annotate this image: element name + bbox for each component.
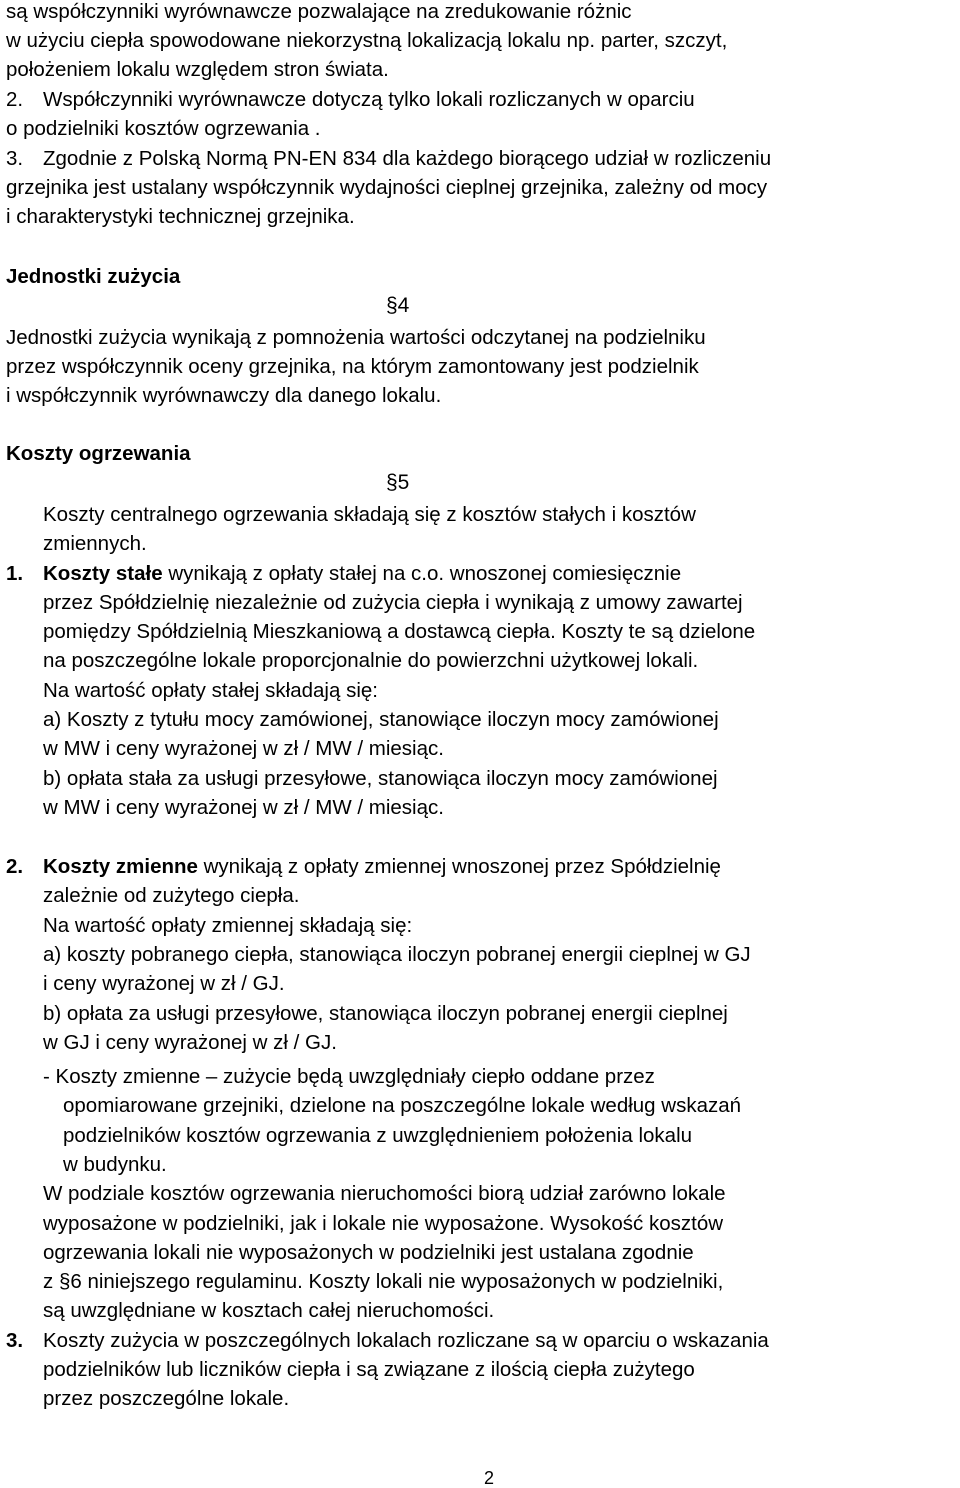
text-line: na poszczególne lokale proporcjonalnie do powierzchni użytkowej lokali. [43,649,699,672]
text-line: w budynku. [63,1153,167,1176]
text-line: podzielników lub liczników ciepła i są związane z ilością ciepła zużytego [43,1358,695,1381]
section-heading: Koszty ogrzewania [6,442,191,465]
text-line: pomiędzy Spółdzielnią Mieszkaniową a dostawcą ciepła. Koszty te są dzielone [43,620,756,643]
text-line [43,855,721,879]
text-line: w MW i ceny wyrażonej w zł / MW / miesiąc. [43,737,444,760]
text-line: położeniem lokalu względem stron świata. [6,58,389,81]
text-line: w użyciu ciepła spowodowane niekorzystną lokalizacją lokalu np. parter, szczyt, [6,29,728,52]
term-bold: Koszty zmienne [43,855,198,878]
text-line: - Koszty zmienne – zużycie będą uwzględniały ciepło oddane przez [43,1065,655,1088]
text-line: opomiarowane grzejniki, dzielone na poszczególne lokale według wskazań [63,1094,742,1117]
text-line: i współczynnik wyrównawczy dla danego lokalu. [6,384,442,407]
text-run: wynikają z opłaty zmiennej wnoszonej przez Spółdzielnię [203,855,721,878]
text-line: b) opłata za usługi przesyłowe, stanowiąca iloczyn pobranej energii cieplnej [43,1002,728,1025]
text-line: Współczynniki wyrównawcze dotyczą tylko lokali rozliczanych w oparciu [43,88,695,111]
text-line: o podzielniki kosztów ogrzewania . [6,117,321,140]
text-line: Jednostki zużycia wynikają z pomnożenia wartości odczytanej na podzielniku [6,326,706,349]
text-line: podzielników kosztów ogrzewania z uwzględnieniem położenia lokalu [63,1124,693,1147]
text-line: Na wartość opłaty stałej składają się: [43,679,378,702]
list-number: 2. [6,88,24,111]
text-run: wynikają z opłaty stałej na c.o. wnoszonej comiesięcznie [168,562,682,585]
text-line: przez poszczególne lokale. [43,1387,290,1410]
text-line: W podziale kosztów ogrzewania nieruchomości biorą udział zarówno lokale [43,1182,726,1205]
text-line: w MW i ceny wyrażonej w zł / MW / miesiąc. [43,796,444,819]
text-line: i charakterystyki technicznej grzejnika. [6,205,355,228]
text-line: przez współczynnik oceny grzejnika, na którym zamontowany jest podzielnik [6,355,699,378]
list-number: 2. [6,855,24,878]
text-line: Koszty zużycia w poszczególnych lokalach rozliczane są w oparciu o wskazania [43,1329,769,1352]
text-line: b) opłata stała za usługi przesyłowe, stanowiąca iloczyn mocy zamówionej [43,767,718,790]
list-number: 1. [6,562,24,585]
text-line: wyposażone w podzielniki, jak i lokale nie wyposażone. Wysokość kosztów [43,1212,724,1235]
text-line [43,562,681,586]
text-line: Koszty centralnego ogrzewania składają się z kosztów stałych i kosztów [43,503,696,526]
list-number: 3. [6,1329,24,1352]
text-line: ogrzewania lokali nie wyposażonych w podzielniki jest ustalana zgodnie [43,1241,694,1264]
page-number: 2 [484,1468,495,1488]
list-number: 3. [6,147,24,170]
text-line: z §6 niniejszego regulaminu. Koszty lokali nie wyposażonych w podzielniki, [43,1270,724,1293]
text-line: są uwzględniane w kosztach całej nieruchomości. [43,1299,495,1322]
text-line: a) Koszty z tytułu mocy zamówionej, stanowiące iloczyn mocy zamówionej [43,708,719,731]
text-line: zależnie od zużytego ciepła. [43,884,300,907]
text-line: przez Spółdzielnię niezależnie od zużycia ciepła i wynikają z umowy zawartej [43,591,743,614]
section-number: §5 [386,471,410,494]
text-line: zmiennych. [43,532,147,555]
text-line: są współczynniki wyrównawcze pozwalające na zredukowanie różnic [6,0,632,23]
section-heading: Jednostki zużycia [6,265,181,288]
section-number: §4 [386,294,410,317]
text-line: grzejnika jest ustalany współczynnik wydajności cieplnej grzejnika, zależny od mocy [6,176,768,199]
text-line: Na wartość opłaty zmiennej składają się: [43,914,413,937]
text-line: a) koszty pobranego ciepła, stanowiąca iloczyn pobranej energii cieplnej w GJ [43,943,751,966]
text-line: w GJ i ceny wyrażonej w zł / GJ. [43,1031,337,1054]
term-bold: Koszty stałe [43,562,163,585]
text-line: i ceny wyrażonej w zł / GJ. [43,972,285,995]
text-line: Zgodnie z Polską Normą PN-EN 834 dla każdego biorącego udział w rozliczeniu [43,147,772,170]
